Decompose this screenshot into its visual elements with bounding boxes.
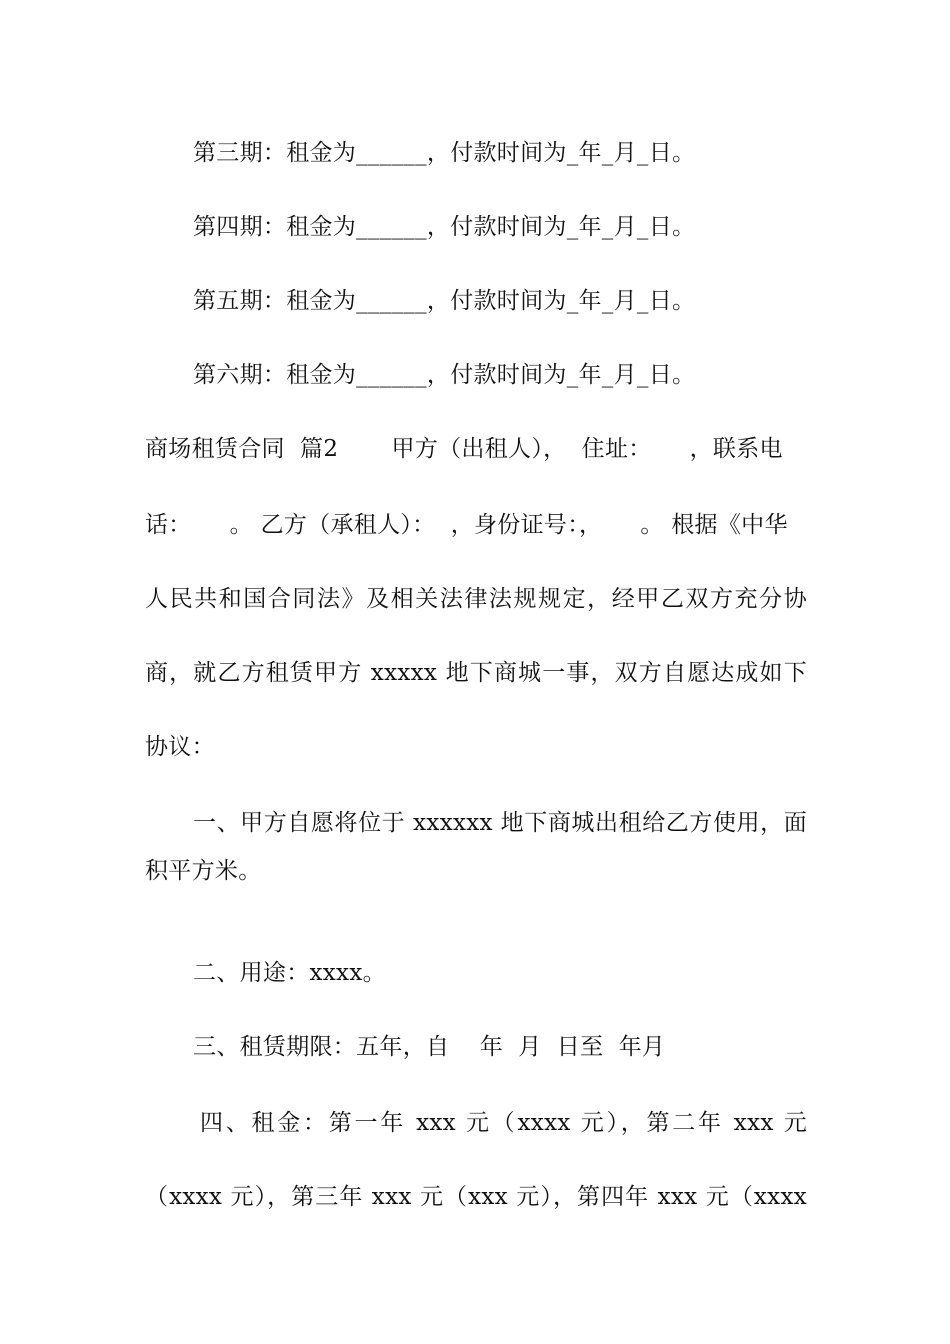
- text-line: 话： 。 乙方（承租人）： ，身份证号：， 。 根据《中华: [145, 512, 788, 538]
- paragraph-period-4: 第四期：租金为______，付款时间为_年_月_日。: [193, 214, 696, 240]
- text-line: 商，就乙方租赁甲方 xxxxx 地下商城一事，双方自愿达成如下: [145, 660, 807, 686]
- contract-heading-line: 商场租赁合同 篇2 甲方（出租人）， 住址： ，联系电: [145, 436, 783, 462]
- clause-3: 三、租赁期限：五年，自 年 月 日至 年月: [193, 1034, 666, 1060]
- clause-1-continued: 积平方米。: [145, 858, 262, 884]
- text-line: 协议：: [145, 734, 215, 760]
- clause-4-continued: （xxxx 元），第三年 xxx 元（xxx 元），第四年 xxx 元（xxxx: [145, 1184, 807, 1210]
- clause-4: 四、租金：第一年 xxx 元（xxxx 元），第二年 xxx 元: [200, 1110, 807, 1136]
- paragraph-period-6: 第六期：租金为______，付款时间为_年_月_日。: [193, 362, 696, 388]
- text-line: 人民共和国合同法》及相关法律法规规定，经甲乙双方充分协: [145, 586, 807, 612]
- clause-2: 二、用途：xxxx。: [193, 960, 386, 986]
- clause-1: 一、甲方自愿将位于 xxxxxx 地下商城出租给乙方使用，面: [193, 810, 807, 836]
- paragraph-period-3: 第三期：租金为______，付款时间为_年_月_日。: [193, 140, 696, 166]
- paragraph-period-5: 第五期：租金为______，付款时间为_年_月_日。: [193, 288, 696, 314]
